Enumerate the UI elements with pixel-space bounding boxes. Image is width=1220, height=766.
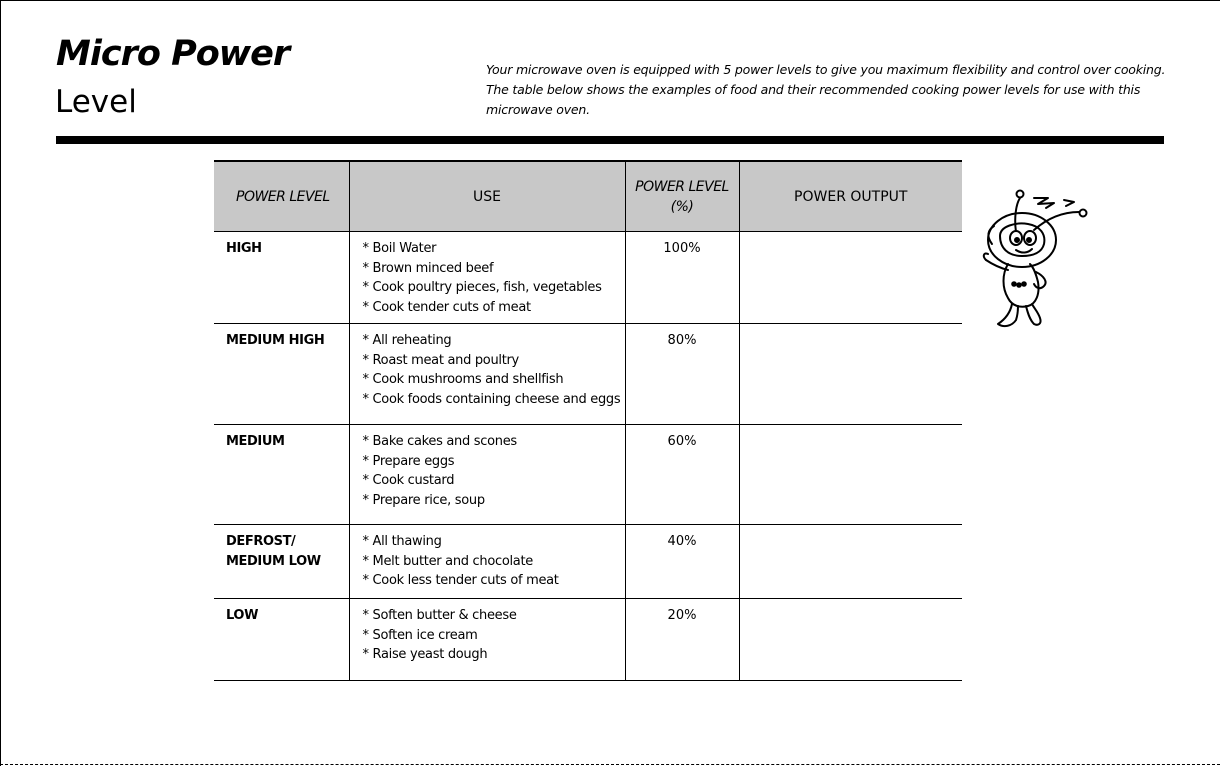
header-power-percent-line1: POWER LEVEL [635, 178, 729, 195]
level-label: DEFROST/ [226, 534, 296, 549]
use-item: * Roast meat and poultry [362, 352, 519, 368]
percent-cell: 80% [625, 324, 739, 425]
output-cell [739, 525, 962, 599]
level-label: MEDIUM [226, 434, 285, 449]
level-label: LOW [226, 608, 259, 623]
use-item: * All reheating [362, 333, 452, 348]
table-header-row [214, 161, 962, 232]
use-item: * Melt butter and chocolate [362, 553, 533, 569]
page-border-bottom [0, 764, 1220, 765]
level-cell [214, 425, 349, 525]
use-item: * Soften ice cream [362, 627, 478, 643]
use-item: * Cook foods containing cheese and eggs [362, 392, 621, 408]
table-row [214, 425, 962, 525]
power-level-table [214, 160, 962, 681]
header-rule [56, 136, 1164, 144]
level-cell [214, 525, 349, 599]
header-use: USE [349, 161, 625, 232]
header-power-percent-line2: (%) [670, 198, 694, 215]
use-cell [349, 324, 625, 425]
use-item: * Brown minced beef [362, 260, 494, 276]
output-cell [739, 232, 962, 324]
use-item: * Cook less tender cuts of meat [362, 573, 559, 589]
header-power-output: POWER OUTPUT [739, 161, 962, 232]
percent-cell: 60% [625, 425, 739, 525]
use-item: * Raise yeast dough [362, 647, 488, 663]
header-power-level: POWER LEVEL [214, 161, 349, 232]
table-row [214, 232, 962, 324]
use-cell [349, 599, 625, 681]
use-item: * Boil Water [362, 241, 437, 256]
level-label-line2: MEDIUM LOW [226, 553, 321, 569]
use-cell [349, 525, 625, 599]
table-row [214, 525, 962, 599]
use-item: * Cook mushrooms and shellfish [362, 372, 564, 388]
use-item: * Prepare rice, soup [362, 493, 485, 509]
use-item: * Soften butter & cheese [362, 608, 517, 623]
percent-cell: 20% [625, 599, 739, 681]
use-item: * Cook tender cuts of meat [362, 300, 531, 316]
intro-paragraph: Your microwave oven is equipped with 5 power levels to give you maximum flexibility and control over cooking. The table below shows the examples of food and their recommended cooking power levels for use with this microwave oven. [486, 62, 1166, 117]
use-cell [349, 425, 625, 525]
use-item: * All thawing [362, 534, 442, 549]
percent-cell: 100% [625, 232, 739, 324]
use-item: * Cook poultry pieces, fish, vegetables [362, 280, 602, 296]
page-title: Micro Power [56, 34, 290, 74]
page-border-left [0, 0, 1, 766]
level-label: MEDIUM HIGH [226, 333, 325, 348]
use-item: * Bake cakes and scones [362, 434, 517, 449]
use-cell [349, 232, 625, 324]
output-cell [739, 425, 962, 525]
table-row [214, 324, 962, 425]
output-cell [739, 599, 962, 681]
percent-cell: 40% [625, 525, 739, 599]
header-power-percent [625, 161, 739, 232]
output-cell [739, 324, 962, 425]
table-row [214, 599, 962, 681]
page-border-top [0, 0, 1220, 1]
level-cell [214, 599, 349, 681]
cartoon-character-icon [978, 186, 1090, 332]
level-cell [214, 232, 349, 324]
use-item: * Prepare eggs [362, 453, 455, 469]
use-item: * Cook custard [362, 473, 455, 489]
level-label: HIGH [226, 241, 262, 256]
level-cell [214, 324, 349, 425]
page-subtitle: Level [55, 84, 137, 120]
